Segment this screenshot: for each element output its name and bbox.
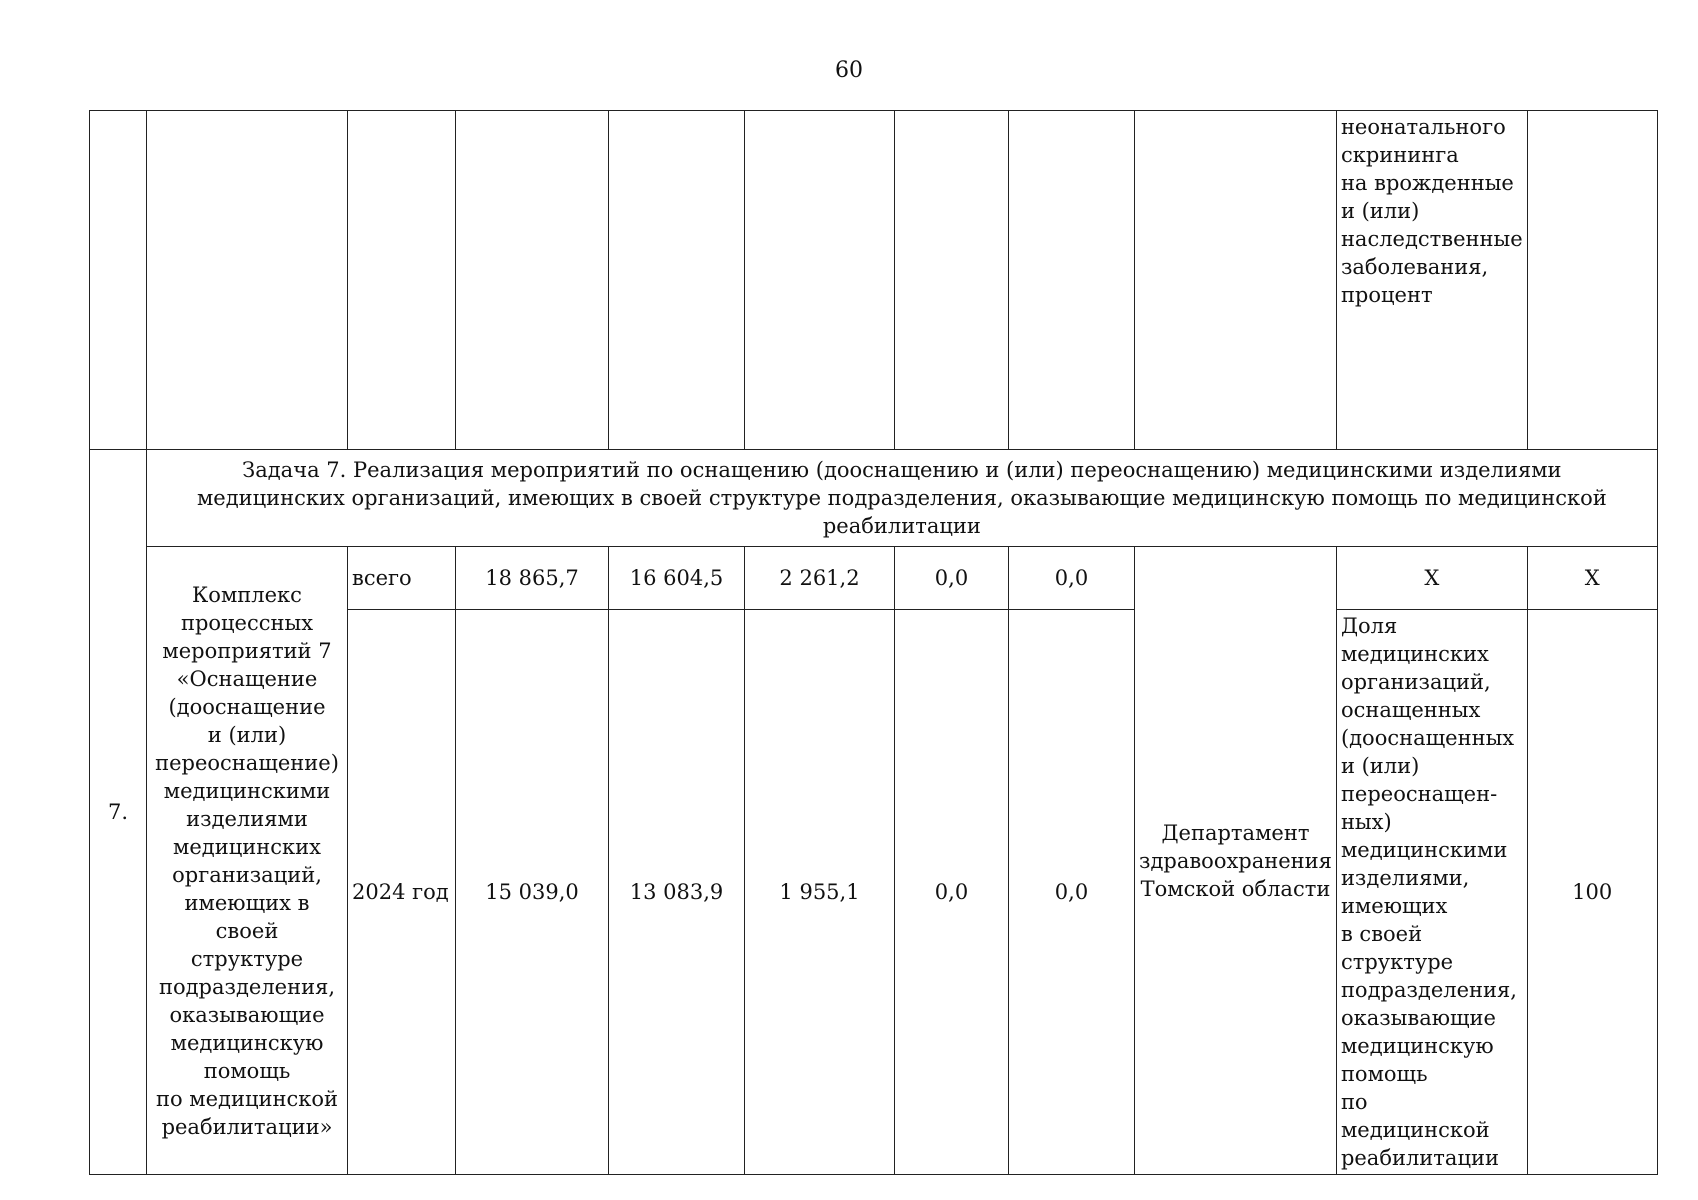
indicator-value-total: Х bbox=[1527, 547, 1657, 610]
cell-empty bbox=[90, 111, 147, 450]
indicator-value: 100 bbox=[1527, 610, 1657, 1175]
cell-empty bbox=[745, 111, 895, 450]
cell-empty bbox=[1135, 111, 1337, 450]
cell-empty bbox=[348, 111, 456, 450]
amount-total: 18 865,7 bbox=[456, 547, 609, 610]
amount-local: 0,0 bbox=[895, 610, 1009, 1175]
amount-total: 15 039,0 bbox=[456, 610, 609, 1175]
total-row bbox=[90, 547, 1658, 610]
task-title: Задача 7. Реализация мероприятий по оснащению (дооснащению и (или) переоснащению) медицинскими изделиями медицинских организаций, имеющих в своей структуре подразделения, оказывающие медицинскую помощь по медицинской реабилитации bbox=[147, 450, 1658, 547]
section-number: 7. bbox=[90, 450, 147, 1175]
cell-empty bbox=[1009, 111, 1135, 450]
cell-empty bbox=[609, 111, 745, 450]
complex-name: Комплекс процессных мероприятий 7 «Оснащение (дооснащение и (или) переоснащение) медицинскими изделиями медицинских организаций, имеющих в своей структуре подразделения, оказывающие медицинскую помощь по медицинской реабилитации» bbox=[147, 547, 348, 1175]
amount-federal: 16 604,5 bbox=[609, 547, 745, 610]
amount-regional: 1 955,1 bbox=[745, 610, 895, 1175]
indicator-total: Х bbox=[1336, 547, 1527, 610]
cell-empty bbox=[147, 111, 348, 450]
cell-empty bbox=[1527, 111, 1657, 450]
amount-federal: 13 083,9 bbox=[609, 610, 745, 1175]
indicator-name: Доля медицинских организаций, оснащенных (дооснащенных и (или) переоснащен- ных) медицинскими изделиями, имеющих в своей структуре подразделения, оказывающие медицинскую помощь по медицинской реабилитации bbox=[1336, 610, 1527, 1175]
continuation-row bbox=[90, 111, 1658, 450]
cell-empty bbox=[895, 111, 1009, 450]
task-row bbox=[90, 450, 1658, 547]
page-number: 60 bbox=[835, 58, 863, 83]
amount-regional: 2 261,2 bbox=[745, 547, 895, 610]
cell-empty bbox=[456, 111, 609, 450]
program-table bbox=[89, 110, 1658, 1175]
executor: Департамент здравоохранения Томской области bbox=[1135, 547, 1337, 1175]
indicator-continuation: неонатального скрининга на врожденные и (или) наследственные заболевания, процент bbox=[1336, 111, 1527, 450]
amount-other: 0,0 bbox=[1009, 610, 1135, 1175]
amount-local: 0,0 bbox=[895, 547, 1009, 610]
amount-other: 0,0 bbox=[1009, 547, 1135, 610]
period-total: всего bbox=[348, 547, 456, 610]
period-year: 2024 год bbox=[348, 610, 456, 1175]
